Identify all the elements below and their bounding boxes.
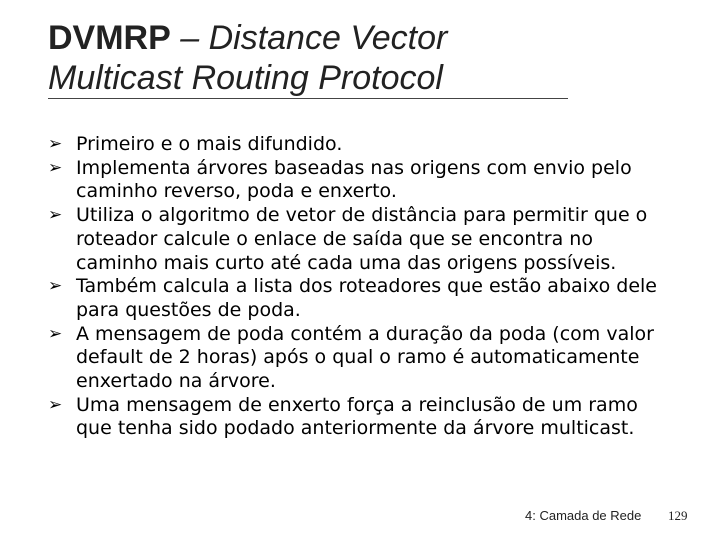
page-number: 129 (668, 508, 688, 523)
slide-title-acronym: DVMRP (48, 19, 171, 57)
bullet-text: Implementa árvores baseadas nas origens com envio pelo caminho reverso, poda e enxerto. (76, 156, 632, 203)
bullet-item (48, 323, 668, 394)
arrow-bullet-icon: ➢ (48, 134, 63, 154)
bullet-item (48, 204, 668, 275)
arrow-bullet-icon: ➢ (48, 323, 63, 344)
bullet-text: Primeiro e o mais difundido. (76, 133, 343, 155)
bullet-list (48, 133, 668, 441)
bullet-item (48, 275, 668, 322)
bullet-text: Também calcula a lista dos roteadores que estão abaixo dele para questões de poda. (76, 275, 657, 321)
arrow-bullet-icon: ➢ (48, 276, 63, 297)
bullet-text: A mensagem de poda contém a duração da poda (com valor default de 2 horas) após o qual o ramo é automaticamente enxertado na árvore. (76, 322, 654, 393)
arrow-bullet-icon: ➢ (48, 157, 63, 178)
bullet-item (48, 394, 668, 441)
slide-title (48, 18, 568, 99)
slide-title-expansion: – Distance Vector Multicast Routing Protocol (48, 19, 448, 97)
bullet-item (48, 157, 668, 204)
arrow-bullet-icon: ➢ (48, 205, 63, 226)
bullet-item (48, 133, 668, 157)
bullet-text: Uma mensagem de enxerto força a reinclusão de um ramo que tenha sido podado anteriormente da árvore multicast. (76, 393, 638, 440)
arrow-bullet-icon: ➢ (48, 394, 63, 415)
bullet-text: Utiliza o algoritmo de vetor de distância para permitir que o roteador calcule o enlace de saída que se encontra no caminho mais curto até cada uma das origens possíveis. (76, 204, 648, 274)
slide-footer: 4: Camada de Rede (525, 508, 642, 523)
